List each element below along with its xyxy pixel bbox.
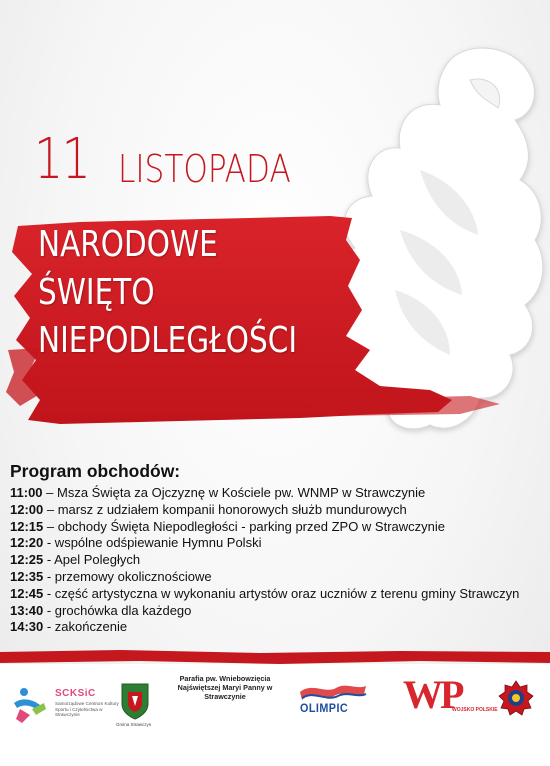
scksic-name: SCKSiC bbox=[55, 688, 96, 699]
program-time: 11:00 bbox=[10, 485, 43, 500]
program-heading: Program obchodów: bbox=[10, 461, 181, 481]
program-item bbox=[10, 502, 545, 519]
program-item bbox=[10, 552, 545, 569]
gmina-label: Gmina Strawczyn bbox=[116, 722, 152, 727]
program-text: - wspólne odśpiewanie Hymnu Polski bbox=[43, 535, 262, 551]
title-line-3: NIEPODLEGŁOŚCI bbox=[38, 320, 298, 361]
program-text: - Apel Poległych bbox=[43, 552, 141, 568]
sponsor-logos bbox=[0, 664, 550, 766]
program-item bbox=[10, 603, 545, 620]
program-text: – obchody Święta Niepodległości - parking przed ZPO w Strawczynie bbox=[43, 518, 445, 534]
footer-red-band bbox=[0, 650, 550, 664]
program-time: 12:15 bbox=[10, 518, 44, 534]
program-time: 14:30 bbox=[10, 619, 44, 635]
program-item bbox=[10, 485, 545, 502]
title-line-1: NARODOWE bbox=[38, 224, 218, 265]
sponsor-footer bbox=[0, 650, 550, 766]
fire-brigade-emblem-icon bbox=[498, 680, 534, 716]
title-line-2: ŚWIĘTO bbox=[38, 272, 155, 313]
program-time: 12:00 bbox=[10, 501, 44, 517]
date-day: 11 bbox=[34, 127, 90, 192]
program-text: – Msza Święta za Ojczyznę w Kościele pw. WNMP w Strawczynie bbox=[42, 485, 426, 500]
date-month: LISTOPADA bbox=[118, 147, 291, 191]
parafia-text: Parafia pw. Wniebowzięcia Najświętszej Maryi Panny w Strawczynie bbox=[177, 674, 273, 701]
program-section bbox=[10, 461, 545, 636]
program-item bbox=[10, 586, 545, 603]
olimpic-label: OLIMPIC bbox=[300, 701, 349, 715]
scksic-subtitle: Samorządowe Centrum Kultury Sportu i Czytelnictwa w Strawczynie bbox=[55, 701, 119, 717]
program-text: – marsz z udziałem kompanii honorowych służb mundurowych bbox=[43, 501, 407, 517]
program-time: 12:20 bbox=[10, 535, 44, 551]
program-item bbox=[10, 619, 545, 636]
program-text: - przemowy okolicznościowe bbox=[43, 568, 212, 584]
scksic-logo-icon bbox=[10, 685, 50, 725]
program-item bbox=[10, 535, 545, 552]
program-time: 12:25 bbox=[10, 552, 44, 568]
program-time: 12:45 bbox=[10, 585, 44, 601]
program-item bbox=[10, 519, 545, 536]
program-time: 13:40 bbox=[10, 602, 44, 618]
program-text: - grochówka dla każdego bbox=[43, 602, 192, 618]
wp-subtitle: WOJSKO POLSKIE bbox=[452, 707, 498, 713]
program-item bbox=[10, 569, 545, 586]
wp-logo: WP bbox=[403, 672, 462, 717]
program-text: - zakończenie bbox=[43, 619, 128, 635]
gmina-crest-icon bbox=[120, 682, 150, 720]
program-text: - część artystyczna w wykonaniu artystów oraz uczniów z terenu gminy Strawczyn bbox=[43, 585, 520, 601]
program-time: 12:35 bbox=[10, 568, 44, 584]
